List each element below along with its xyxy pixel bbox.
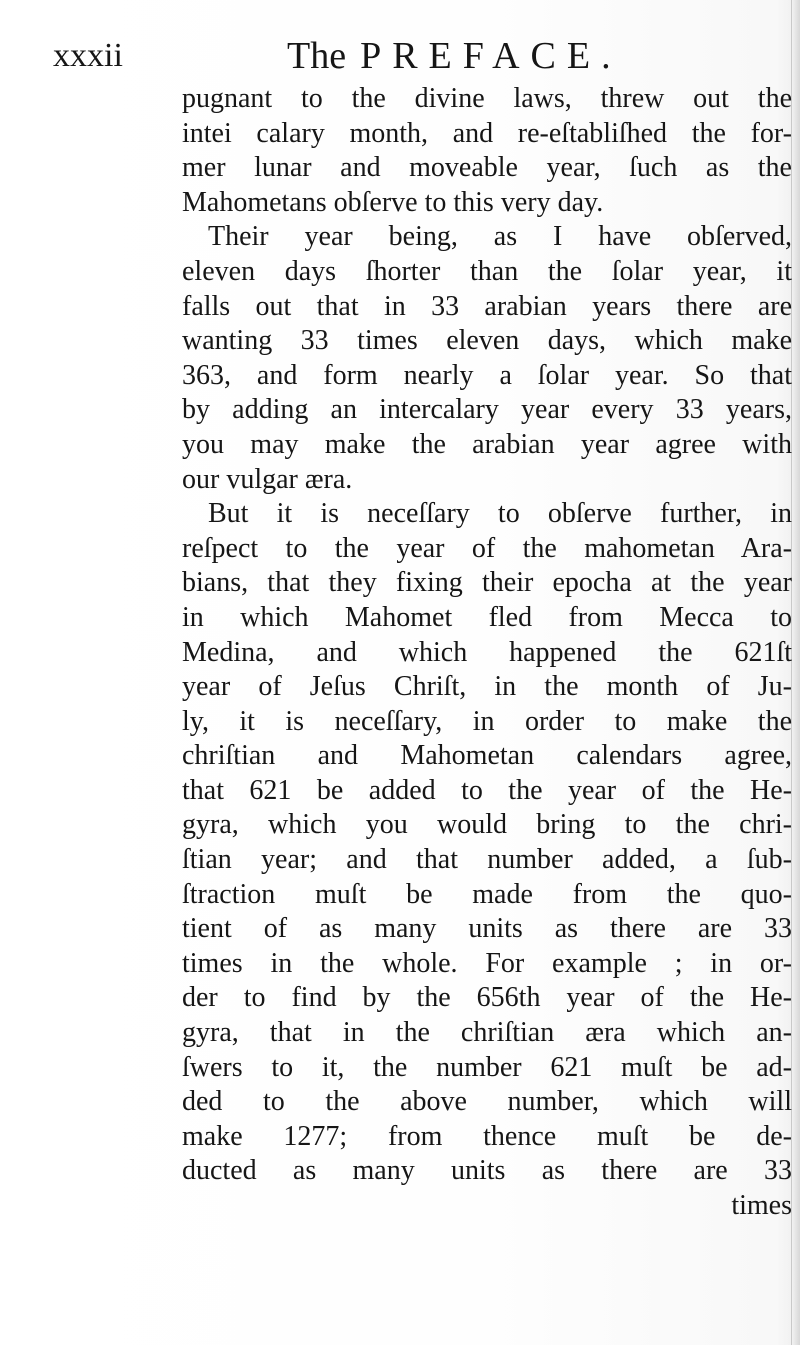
text-line: But it is neceſſary to obſerve further, in (208, 498, 792, 530)
text-line: Medina, and which happened the 621ſt (182, 636, 792, 668)
text-line: ded to the above number, which will (182, 1086, 792, 1118)
text-line: by adding an intercalary year every 33 years, (182, 394, 792, 426)
text-line: reſpect to the year of the mahometan Ara- (182, 532, 792, 564)
running-title-preface: PREFACE. (360, 35, 622, 77)
text-line: tient of as many units as there are 33 (182, 913, 792, 945)
text-line: ſwers to it, the number 621 muſt be ad- (182, 1051, 792, 1083)
text-line: ſtraction muſt be made from the quo- (182, 878, 792, 910)
text-line: make 1277; from thence muſt be de- (182, 1120, 792, 1152)
text-line: ducted as many units as there are 33 (182, 1155, 792, 1187)
running-title (287, 34, 622, 78)
text-line: chriſtian and Mahometan calendars agree, (182, 740, 792, 772)
text-line: gyra, which you would bring to the chri- (182, 809, 792, 841)
text-line: times in the whole. For example ; in or- (182, 947, 792, 979)
text-line: our vulgar æra. (182, 463, 353, 495)
text-line: pugnant to the divine laws, threw out the (182, 83, 792, 114)
text-line: mer lunar and moveable year, ſuch as the (182, 152, 792, 184)
body-text (182, 82, 794, 1224)
text-line: Mahometans obſerve to this very day. (182, 186, 604, 218)
text-line: Their year being, as I have obſerved, (208, 221, 792, 253)
text-line: year of Jeſus Chriſt, in the month of Ju- (182, 671, 792, 703)
text-line: 363, and form nearly a ſolar year. So that (182, 359, 792, 391)
text-line: bians, that they fixing their epocha at the year (182, 567, 792, 599)
text-line: that 621 be added to the year of the He- (182, 774, 792, 806)
text-line: eleven days ſhorter than the ſolar year, it (182, 255, 792, 287)
text-line: gyra, that in the chriſtian æra which an- (182, 1017, 792, 1049)
text-line: in which Mahomet fled from Mecca to (182, 601, 792, 633)
text-line: ſtian year; and that number added, a ſub- (182, 844, 792, 876)
text-line: ly, it is neceſſary, in order to make the (182, 705, 792, 737)
catchword: times (731, 1190, 792, 1221)
text-line: der to find by the 656th year of the He- (182, 982, 792, 1014)
text-line: falls out that in 33 arabian years there are (182, 290, 792, 322)
page-number: xxxii (53, 37, 123, 74)
text-line: you may make the arabian year agree with (182, 428, 792, 460)
text-line: intei calary month, and re-eſtabliſhed the for- (182, 117, 792, 149)
running-title-the: The (287, 35, 347, 77)
text-line: wanting 33 times eleven days, which make (182, 325, 792, 357)
